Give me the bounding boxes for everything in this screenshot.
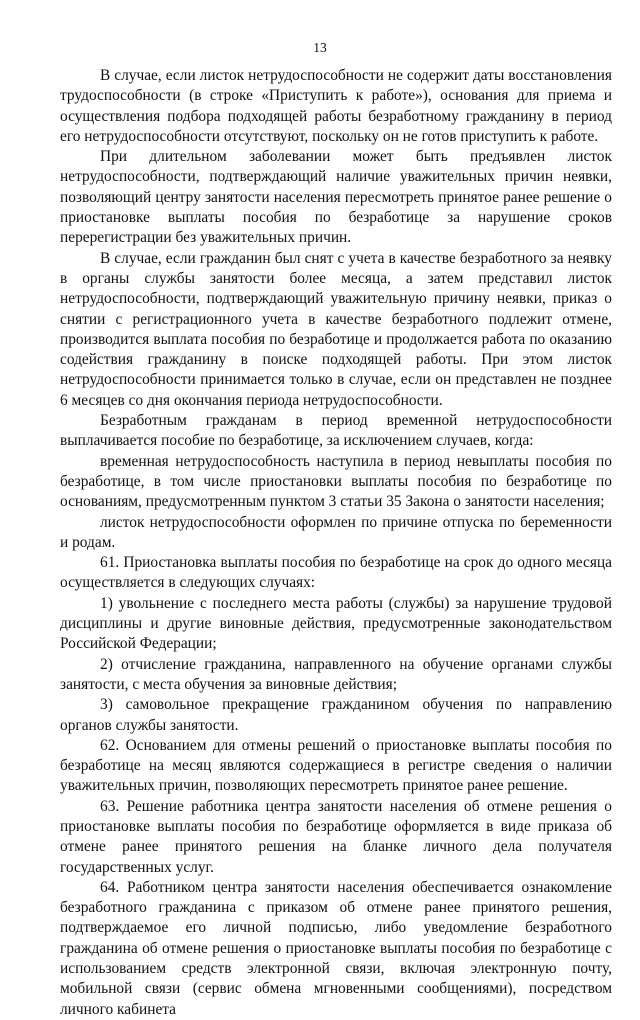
document-body: [60, 66, 612, 1020]
paragraph-item-61-3: 3) самовольное прекращение гражданином обучения по направлению органов службы занятости.: [60, 696, 612, 734]
paragraph-item-61: 61. Приостановка выплаты пособия по безработице на срок до одного месяца осуществляется в следующих случаях:: [60, 554, 612, 592]
paragraph-deregistration-no-show: В случае, если гражданин был снят с учета в качестве безработного за неявку в органы службы занятости более месяца, а затем представил листок нетрудоспособности, подтверждающий уважительную причину неявки, приказ о снятии с регистрационного учета в качестве безработного подлежит отмене, производится выплата пособия по безработице и продолжается работа по оказанию содействия гражданину в поиске подходящей работы. При этом листок нетрудоспособности принимается только в случае, если он представлен не позднее 6 месяцев со дня окончания периода нетрудоспособности.: [60, 249, 612, 409]
paragraph-item-62: 62. Основанием для отмены решений о приостановке выплаты пособия по безработице на месяц являются содержащиеся в регистре сведения о наличии уважительных причин, позволяющих пересмотреть принятое ранее решение.: [60, 736, 612, 795]
paragraph-item-63: 63. Решение работника центра занятости населения об отмене решения о приостановке выплаты пособия по безработице оформляется в виде приказа об отмене ранее принятого решения на бланке личного дела получателя государственных услуг.: [60, 797, 612, 876]
paragraph-item-61-1: 1) увольнение с последнего места работы (службы) за нарушение трудовой дисциплины и другие виновные действия, предусмотренные законодательством Российской Федерации;: [60, 594, 612, 653]
paragraph-exception-nonpayment-period: временная нетрудоспособность наступила в период невыплаты пособия по безработице, в том числе приостановки выплаты пособия по безработице по основаниям, предусмотренным пунктом 3 статьи 35 Закона о занятости населения;: [60, 452, 612, 511]
paragraph-item-61-2: 2) отчисление гражданина, направленного на обучение органами службы занятости, с места обучения за виновные действия;: [60, 655, 612, 693]
paragraph-item-64: 64. Работником центра занятости населения обеспечивается ознакомление безработного гражданина с приказом об отмене ранее принятого решения, подтверждаемое его личной подписью, либо уведомление безработного гражданина об отмене решения о приостановке выплаты пособия по безработице с использованием средств электронной связи, включая электронную почту, мобильной связи (сервис обмена мгновенными сообщениями), посредством личного кабинета: [60, 878, 612, 1018]
paragraph-sick-leave-no-recovery-date: В случае, если листок нетрудоспособности не содержит даты восстановления трудоспособности (в строке «Приступить к работе»), основания для приема и осуществления подбора подходящей работы безработному гражданину в период его нетрудоспособности отсутствуют, поскольку он не готов приступить к работе.: [60, 67, 612, 145]
paragraph-exception-maternity: листок нетрудоспособности оформлен по причине отпуска по беременности и родам.: [60, 513, 612, 551]
paragraph-long-illness: При длительном заболевании может быть предъявлен листок нетрудоспособности, подтверждающий наличие уважительных причин неявки, позволяющий центру занятости населения пересмотреть принятое ранее решение о приостановке выплаты пособия по безработице за нарушение сроков перерегистрации без уважительных причин.: [60, 148, 612, 247]
page-number: 13: [313, 40, 327, 55]
paragraph-benefit-during-disability: Безработным гражданам в период временной нетрудоспособности выплачивается пособие по безработице, за исключением случаев, когда:: [60, 412, 612, 450]
